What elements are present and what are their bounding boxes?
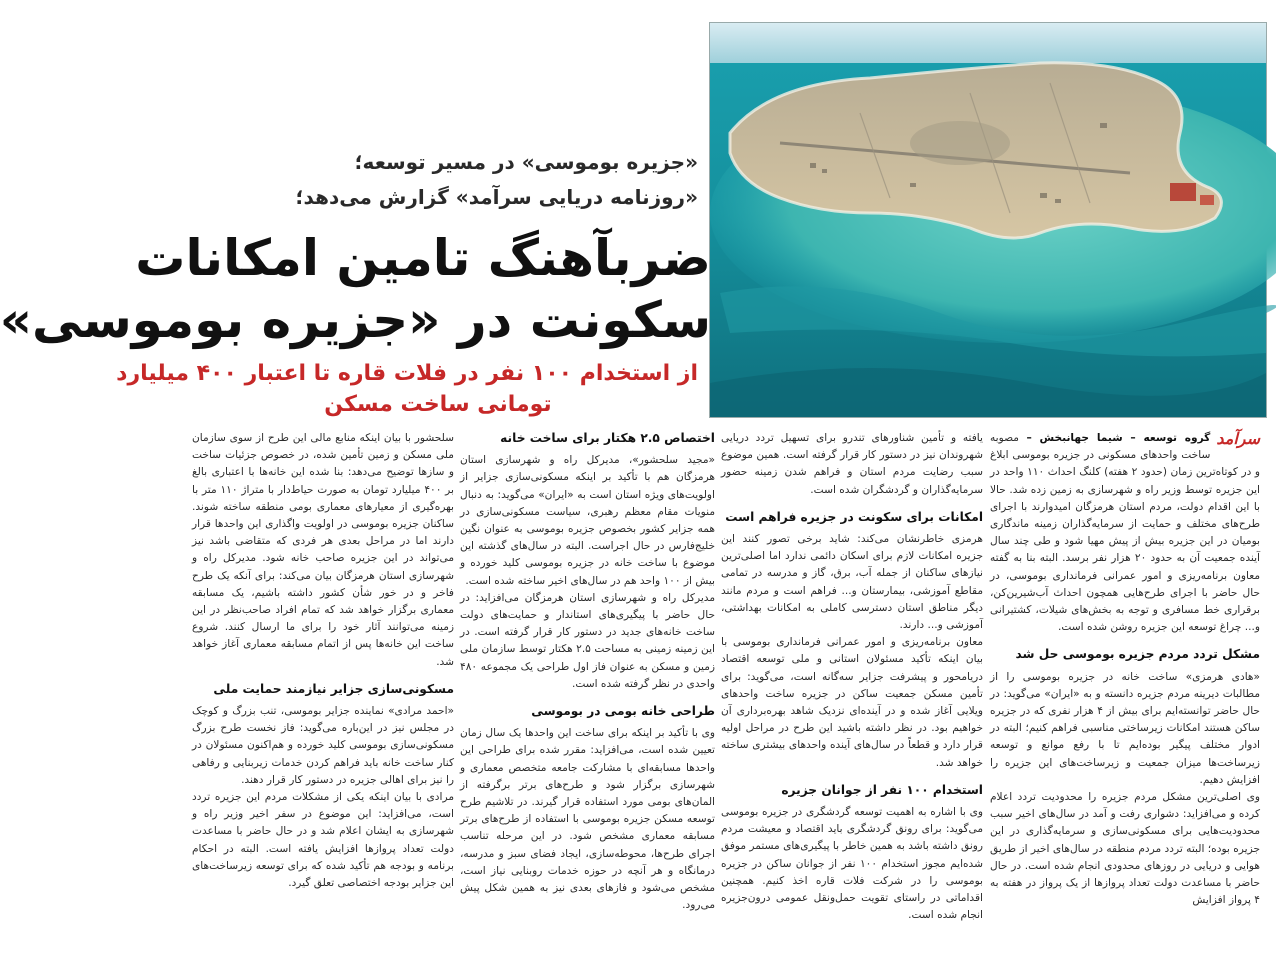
paragraph: معاون برنامه‌ریزی و امور عمرانی فرمانداری بوموسی با بیان اینکه تأکید مسئولان استانی و ملی توسعه اقتصاد دریامحور و پیشرفت جزایر سه‌گانه است، می‌گوید: برای تأمین مسکن جمعیت ساکن در جزیره ساخت واحدهای ویلایی آغاز شده و در آینده‌ای نزدیک شاهد بهره‌برداری آن خواهیم بود. در نظر داشته باشید این طرح در مراحل اولیه قرار دارد و قطعاً در سال‌های آینده واحدهای بیشتری ساخته خواهد شد. — [721, 636, 983, 769]
section-heading: مشکل تردد مردم جزیره بوموسی حل شد — [1015, 647, 1260, 662]
newspaper-logo: سرآمد — [1216, 429, 1260, 448]
red-building — [1170, 183, 1196, 201]
section-heading: امکانات برای سکونت در جزیره فراهم است — [725, 509, 983, 524]
kicker-line-1: «جزیره بوموسی» در مسیر توسعه؛ — [354, 150, 698, 174]
island-aerial-photo — [709, 22, 1267, 418]
section-heading: استخدام ۱۰۰ نفر از جوانان جزیره — [781, 782, 983, 797]
paragraph: وی اصلی‌ترین مشکل مردم جزیره را محدودیت تردد اعلام کرده و می‌افزاید: دشواری رفت و آمد در سال‌های اخیر سبب محدودیت‌هایی برای مسکونی‌سازی و سرمایه‌گذاری در این جزیره بوده؛ البته تردد مردم منطقه در سال‌های اخیر از طریق هوایی و دریایی در روزهای محدودی انجام شده است. در حال حاضر با مساعدت دولت تعداد پروازها از یک پرواز در هفته به ۴ پرواز افزایش — [990, 791, 1260, 907]
paragraph: یافته و تأمین شناورهای تندرو برای تسهیل تردد دریایی شهروندان نیز در دستور کار قرار گرفته است. همین موضوع سبب رضایت مردم استان و فراهم شدن زمینه حضور سرمایه‌گذاران و گردشگران شده است. — [721, 432, 983, 496]
paragraph: مصوبه ساخت واحدهای مسکونی در جزیره بوموسی ابلاغ و در کوتاه‌ترین زمان (حدود ۲ هفته) کلنگ احداث ۱۱۰ واحد در این جزیره توسط وزیر راه و شهرسازی به زمین زده شد. حالا با این اقدام دولت، مردم استان هرمزگان امیدوارند با اجرای طرح‌های مختلف و حمایت از سرمایه‌گذاران زمینه ماندگاری بومیان در این جزیره بیش از پیش مهیا شود و طی چند سال آینده جمعیت آن به حدود ۲۰ هزار نفر برسد. البته بنا به گفته معاون برنامه‌ریزی و امور عمرانی فرمانداری بوموسی، در حال حاضر با اجرای طرح‌هایی همچون احداث آب‌شیرین‌کن، برقراری خط مسافری و توجه به بخش‌های شیلات، کشتیرانی و... چراغ توسعه این جزیره روشن شده است. — [990, 432, 1261, 634]
article-column-2 — [721, 430, 983, 971]
section-heading: مسکونی‌سازی جزایر نیازمند حمایت ملی — [213, 681, 454, 696]
byline: گروه توسعه – شیما جهانبخش – — [1026, 432, 1211, 444]
paragraph: هرمزی خاطرنشان می‌کند: شاید برخی تصور کنند این جزیره امکانات لازم برای اسکان دائمی ندارد اما اصلی‌ترین نیازهای ساکنان از جمله آب، برق، گاز و مدرسه در تمامی مقاطع آموزشی، بیمارستان و... فراهم است و مردم مانند دیگر مناطق استان دسترسی کاملی به امکانات بهداشتی، آموزشی و... دارند. — [721, 533, 983, 632]
headline-line-1: ضربآهنگ تامین امکانات — [135, 229, 711, 287]
paragraph: وی با اشاره به اهمیت توسعه گردشگری در جزیره بوموسی می‌گوید: برای رونق گردشگری باید اقتصاد و معیشت مردم رونق داشته باشد به همین خاطر با پیگیری‌های مستمر موفق شده‌ایم مجوز استخدام ۱۰۰ نفر از جوانان ساکن در جزیره بوموسی را در شرکت فلات قاره اخذ کنیم. همچنین اقداماتی در راستای تقویت حمل‌ونقل عمومی درون‌جزیره انجام شده است. — [721, 806, 983, 922]
byline-paragraph — [990, 430, 1260, 636]
article-column-4 — [192, 430, 454, 971]
paragraph: سلحشور با بیان اینکه منابع مالی این طرح از سوی سازمان ملی مسکن و زمین تأمین شده، در خصوص جزئیات ساخت و سازها توضیح می‌دهد: بنا شده این خانه‌ها با اعتباری بالغ بر ۴۰۰ میلیارد تومان به صورت حیاط‌دار با متراژ ۱۱۰ متر با بهره‌گیری از معیارهای معماری بومی منطقه ساخته شوند. ساکنان جزیره بوموسی در اولویت واگذاری این واحدها قرار دارند اما در مراحل بعدی هر فردی که متقاضی باشد نیز می‌تواند در این جزیره صاحب خانه شود. مدیرکل راه و شهرسازی استان هرمزگان بیان می‌کند: برای آنکه یک طرح فاخر و در خور شأن کشور داشته باشیم، یک مسابقه معماری برگزار خواهد شد که تمام افراد صاحب‌نظر در این زمینه می‌توانند آثار خود را برای ما ارسال کنند. شروع ساخت این خانه‌ها پس از اتمام مسابقه معماری آغاز خواهد شد. — [192, 432, 454, 668]
island-illustration — [710, 23, 1266, 417]
subheadline-line-2: تومانی ساخت مسکن — [324, 392, 552, 417]
section-heading: اختصاص ۲.۵ هکتار برای ساخت خانه — [500, 431, 715, 445]
article-column-1 — [990, 430, 1260, 971]
paragraph: مرادی با بیان اینکه یکی از مشکلات مردم این جزیره تردد است، می‌افزاید: این موضوع در سفر اخیر وزیر راه و شهرسازی به ایشان اعلام شد و در حال حاضر با مساعدت دولت تعداد پروازها افزایش یافته است. البته در احکام برنامه و بودجه هم تأکید شده که برای توسعه زیرساخت‌های این جزایر بودجه اختصاصی تعلق گیرد. — [192, 791, 454, 890]
paragraph: «هادی هرمزی» ساخت خانه در جزیره بوموسی را از مطالبات دیرینه مردم جزیره دانسته و به «ایران» می‌گوید: در حال حاضر توانسته‌ایم برای بیش از ۴ هزار نفری که در جزیره ساکن هستند امکانات زیرساختی مناسبی فراهم کنیم؛ البته در ادوار مختلف پیگیر بوده‌ایم تا با رفع موانع و توسعه زیرساخت‌ها میزان جمعیت و زیرساخت‌های این جزیره را افزایش دهیم. — [990, 670, 1260, 786]
article-column-3 — [460, 430, 715, 971]
kicker-line-2: «روزنامه دریایی سرآمد» گزارش می‌دهد؛ — [295, 185, 698, 209]
paragraph: وی با تأکید بر اینکه برای ساخت این واحدها یک سال زمان تعیین شده است، می‌افزاید: مقرر شده برای طراحی این واحدها مسابقه‌ای با مشارکت جامعه متخصص معماری و شهرسازی برگزار شود و طرح‌های برتر برگرفته از المان‌های بومی مورد استفاده قرار گیرند. در تلاشیم طرح توسعه مسکن جزیره بوموسی با استفاده از طرح‌های برتر مسابقه معماری مشخص شود. در این مرحله تناسب اجرای طرح‌ها، محوطه‌سازی، ایجاد فضای سبز و مدرسه، درمانگاه و هر آنچه در حوزه خدمات روبنایی نیاز است، مشخص می‌شود و فازهای بعدی نیز به همین شکل پیش می‌رود. — [460, 727, 715, 912]
paragraph: مدیرکل راه و شهرسازی استان هرمزگان می‌افزاید: در حال حاضر با پیگیری‌های استاندار و حمایت‌های دولت ساخت خانه‌های جدید در دستور کار قرار گرفته است. در این زمینه زمینی به مساحت ۲.۵ هکتار توسط سازمان ملی زمین و مسکن به عنوان فاز اول طراحی یک مجموعه ۴۸۰ واحدی در نظر گرفته شده است. — [460, 591, 715, 690]
subheadline-line-1: از استخدام ۱۰۰ نفر در فلات قاره تا اعتبار ۴۰۰ میلیارد — [116, 361, 698, 386]
sky-haze — [710, 23, 1266, 63]
red-building-small — [1200, 195, 1214, 205]
headline-line-2: سکونت در «جزیره بوموسی» — [0, 291, 711, 349]
paragraph: «احمد مرادی» نماینده جزایر بوموسی، تنب بزرگ و کوچک در مجلس نیز در این‌باره می‌گوید: فاز نخست طرح بزرگ مسکونی‌سازی بوموسی کلید خورده و هم‌اکنون مسئولان در کنار ساخت خانه باید فراهم کردن خدمات زیربنایی و رفاهی را نیز برای اهالی جزیره در دستور کار قرار دهند. — [192, 705, 454, 786]
paragraph: «مجید سلحشور»، مدیرکل راه و شهرسازی استان هرمزگان هم با تأکید بر اینکه مسکونی‌سازی جزایر از اولویت‌های ویژه استان است به «ایران» می‌گوید: به دنبال منویات مقام معظم رهبری، سیاست مسکونی‌سازی در همه جزایر کشور بخصوص جزیره بوموسی به عنوان نگین خلیج‌فارس در حال اجراست. البته در سال‌های گذشته این موضوع با ساخت خانه در جزیره بوموسی کلید خورده و بیش از ۱۰۰ واحد هم در سال‌های اخیر ساخته شده است. — [460, 454, 715, 587]
hill — [910, 121, 1010, 165]
section-heading: طراحی خانه بومی در بوموسی — [531, 704, 715, 719]
